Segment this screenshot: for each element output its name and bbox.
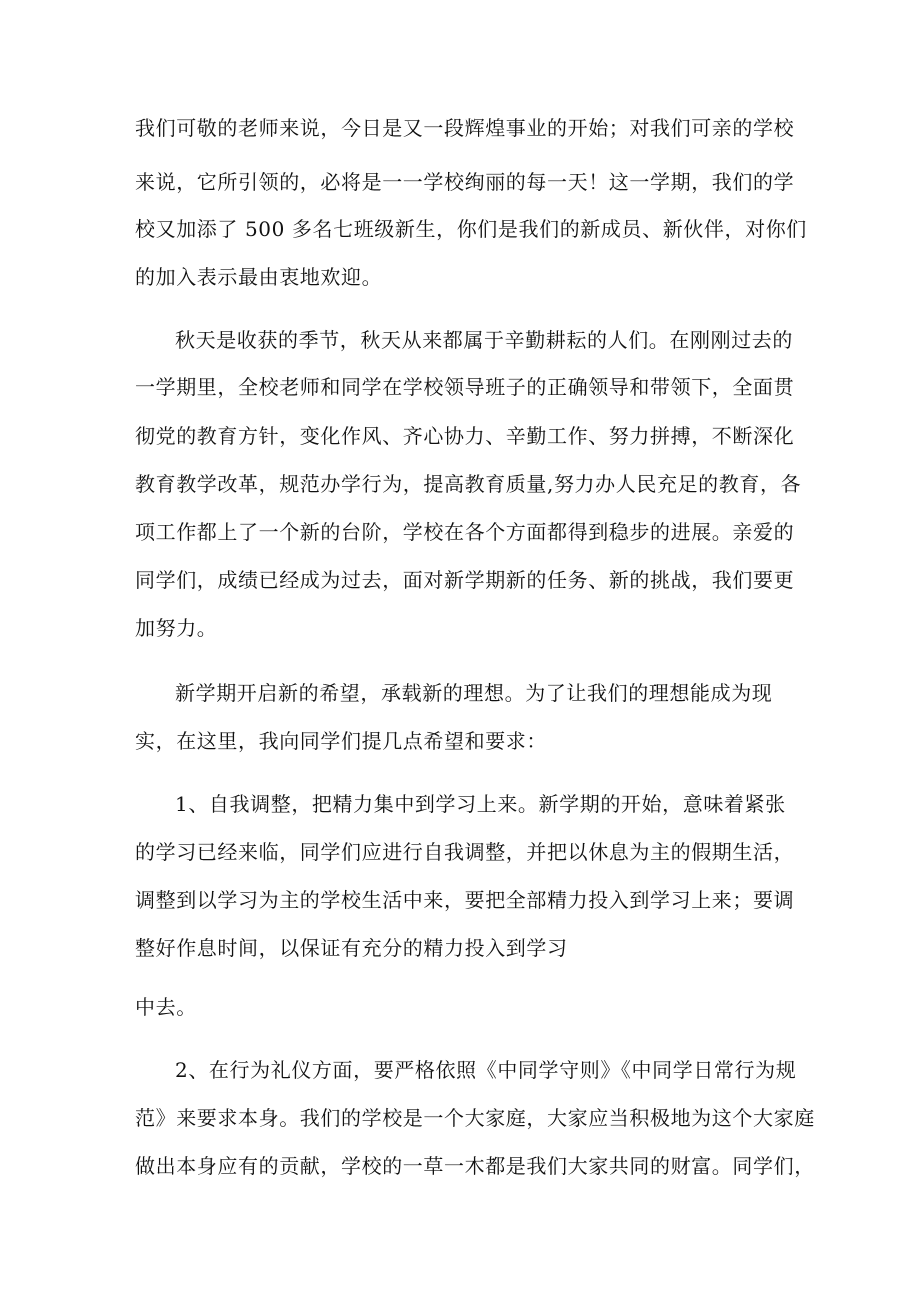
text-line: 做出本身应有的贡献，学校的一草一木都是我们大家共同的财富。同学们， [135, 1154, 815, 1178]
text-line: 来说，它所引领的，必将是一一学校绚丽的每一天！这一学期，我们的学 [135, 170, 795, 194]
text-line: 2、在行为礼仪方面，要严格依照《中同学守则》《中同学日常行为规 [175, 1058, 797, 1082]
text-line: 调整到以学习为主的学校生活中来，要把全部精力投入到学习上来；要调 [135, 888, 795, 912]
text-line: 教育教学改革，规范办学行为，提高教育质量,努力办人民充足的教育，各 [135, 472, 802, 496]
text-line: 校又加添了 500 多名七班级新生，你们是我们的新成员、新伙伴，对你们 [135, 217, 807, 241]
text-line: 秋天是收获的季节，秋天从来都属于辛勤耕耘的人们。在刚刚过去的 [175, 328, 793, 352]
text-line: 新学期开启新的希望，承载新的理想。为了让我们的理想能成为现 [175, 681, 773, 705]
text-line: 1、自我调整，把精力集中到学习上来。新学期的开始，意味着紧张 [175, 792, 786, 816]
text-line: 我们可敬的老师来说，今日是又一段辉煌事业的开始；对我们可亲的学校 [135, 116, 795, 140]
text-line: 的加入表示最由衷地欢迎。 [135, 265, 383, 289]
text-line: 中去。 [135, 995, 197, 1019]
text-line: 加努力。 [135, 616, 218, 640]
text-line: 范》来要求本身。我们的学校是一个大家庭，大家应当积极地为这个大家庭 [135, 1106, 815, 1130]
text-line: 同学们，成绩已经成为过去，面对新学期新的任务、新的挑战，我们要更 [135, 568, 795, 592]
text-line: 的学习已经来临，同学们应进行自我调整，并把以休息为主的假期生活， [135, 840, 795, 864]
text-line: 实，在这里，我向同学们提几点希望和要求： [135, 729, 547, 753]
text-line: 项工作都上了一个新的台阶，学校在各个方面都得到稳步的进展。亲爱的 [135, 520, 795, 544]
text-line: 整好作息时间，以保证有充分的精力投入到学习 [135, 936, 568, 960]
text-line: 彻党的教育方针，变化作风、齐心协力、辛勤工作、努力拼搏，不断深化 [135, 424, 795, 448]
text-line: 一学期里，全校老师和同学在学校领导班子的正确领导和带领下，全面贯 [135, 375, 795, 399]
